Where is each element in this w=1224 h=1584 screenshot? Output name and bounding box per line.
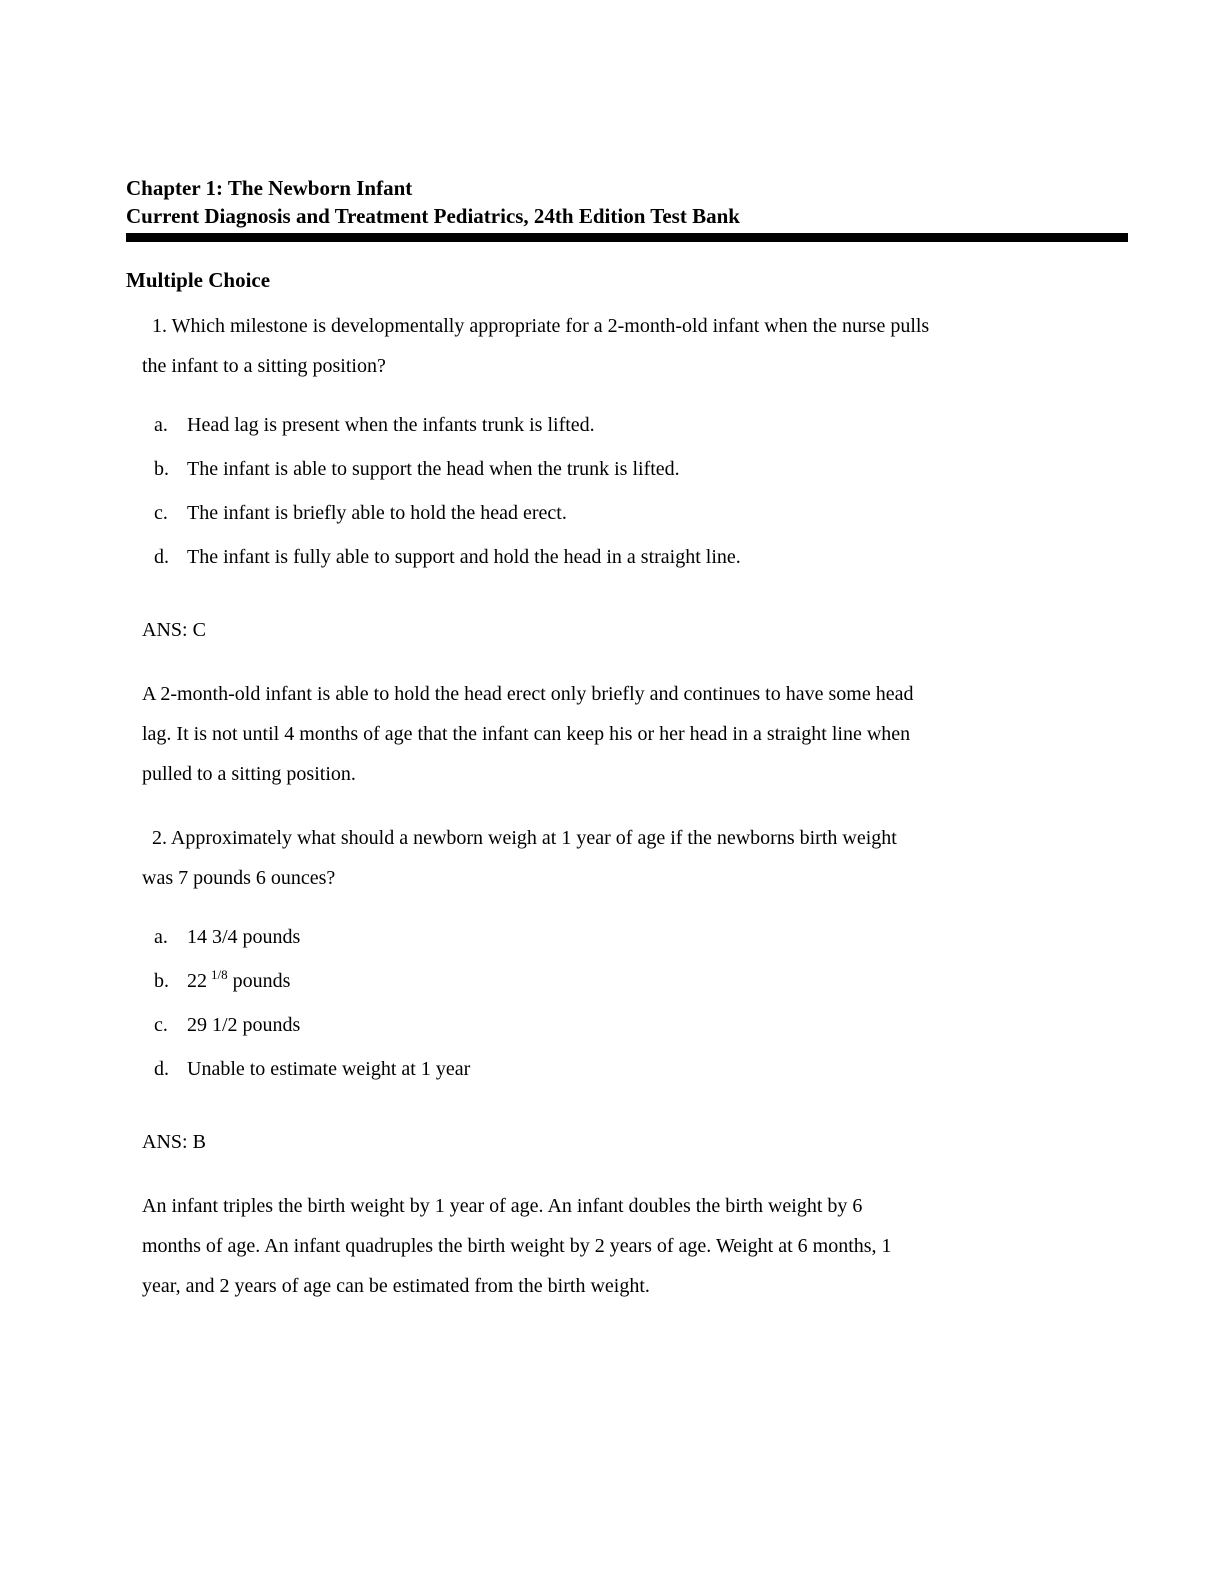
question-1-stem-line-1: 1. Which milestone is developmentally appropriate for a 2-month-old infant when the nurse pulls: [152, 315, 930, 337]
question-2-answer: ANS: B: [142, 1131, 206, 1153]
question-1-stem-line-2: the infant to a sitting position?: [142, 355, 386, 377]
option-text: The infant is able to support the head when the trunk is lifted.: [187, 458, 680, 480]
question-2: [126, 818, 1128, 1306]
chapter-title: Chapter 1: The Newborn Infant: [126, 176, 413, 200]
question-1-rationale: [142, 674, 1128, 794]
option-text-superscript-fraction: 1/8: [211, 967, 228, 983]
question-1-answer: ANS: C: [142, 619, 206, 641]
option-text: Head lag is present when the infants trunk is lifted.: [187, 414, 595, 436]
question-1: [126, 306, 1128, 794]
option-text-unit: pounds: [232, 970, 291, 992]
option-letter: b.: [154, 970, 169, 992]
option-letter: a.: [154, 926, 168, 948]
page-header: [126, 174, 1128, 242]
question-1-option-c: [154, 491, 1128, 535]
option-text: The infant is briefly able to hold the head erect.: [187, 502, 567, 524]
option-text: 29 1/2 pounds: [187, 1014, 301, 1036]
option-text-base: 22: [187, 970, 207, 992]
option-letter: c.: [154, 502, 168, 524]
section-heading-multiple-choice: Multiple Choice: [126, 268, 271, 292]
option-text: [187, 959, 290, 1003]
question-2-stem-line-1: 2. Approximately what should a newborn weigh at 1 year of age if the newborns birth weight: [152, 827, 897, 849]
rationale-line: An infant triples the birth weight by 1 year of age. An infant doubles the birth weight by 6: [142, 1195, 863, 1217]
question-2-option-b: [154, 959, 1128, 1003]
question-2-option-d: [154, 1047, 1128, 1091]
question-2-option-c: [154, 1003, 1128, 1047]
question-1-options: [154, 403, 1128, 579]
question-1-option-d: [154, 535, 1128, 579]
option-letter: d.: [154, 546, 169, 568]
option-letter: d.: [154, 1058, 169, 1080]
question-2-stem: [142, 818, 1128, 898]
book-title: Current Diagnosis and Treatment Pediatrics, 24th Edition Test Bank: [126, 204, 740, 228]
question-1-option-b: [154, 447, 1128, 491]
option-letter: c.: [154, 1014, 168, 1036]
question-1-option-a: [154, 403, 1128, 447]
question-2-rationale: [142, 1186, 1128, 1306]
question-1-stem: [142, 306, 1128, 386]
question-2-option-a: [154, 915, 1128, 959]
title-divider: [126, 233, 1128, 242]
option-text: 14 3/4 pounds: [187, 926, 301, 948]
option-letter: a.: [154, 414, 168, 436]
question-2-stem-line-2: was 7 pounds 6 ounces?: [142, 867, 336, 889]
question-2-options: [154, 915, 1128, 1091]
rationale-line: year, and 2 years of age can be estimated from the birth weight.: [142, 1275, 650, 1297]
option-text: The infant is fully able to support and hold the head in a straight line.: [187, 546, 741, 568]
option-text: Unable to estimate weight at 1 year: [187, 1058, 471, 1080]
rationale-line: months of age. An infant quadruples the birth weight by 2 years of age. Weight at 6 months, 1: [142, 1235, 892, 1257]
rationale-line: A 2-month-old infant is able to hold the head erect only briefly and continues to have some head: [142, 683, 914, 705]
rationale-line: pulled to a sitting position.: [142, 763, 356, 785]
option-letter: b.: [154, 458, 169, 480]
rationale-line: lag. It is not until 4 months of age that the infant can keep his or her head in a straight line when: [142, 723, 911, 745]
